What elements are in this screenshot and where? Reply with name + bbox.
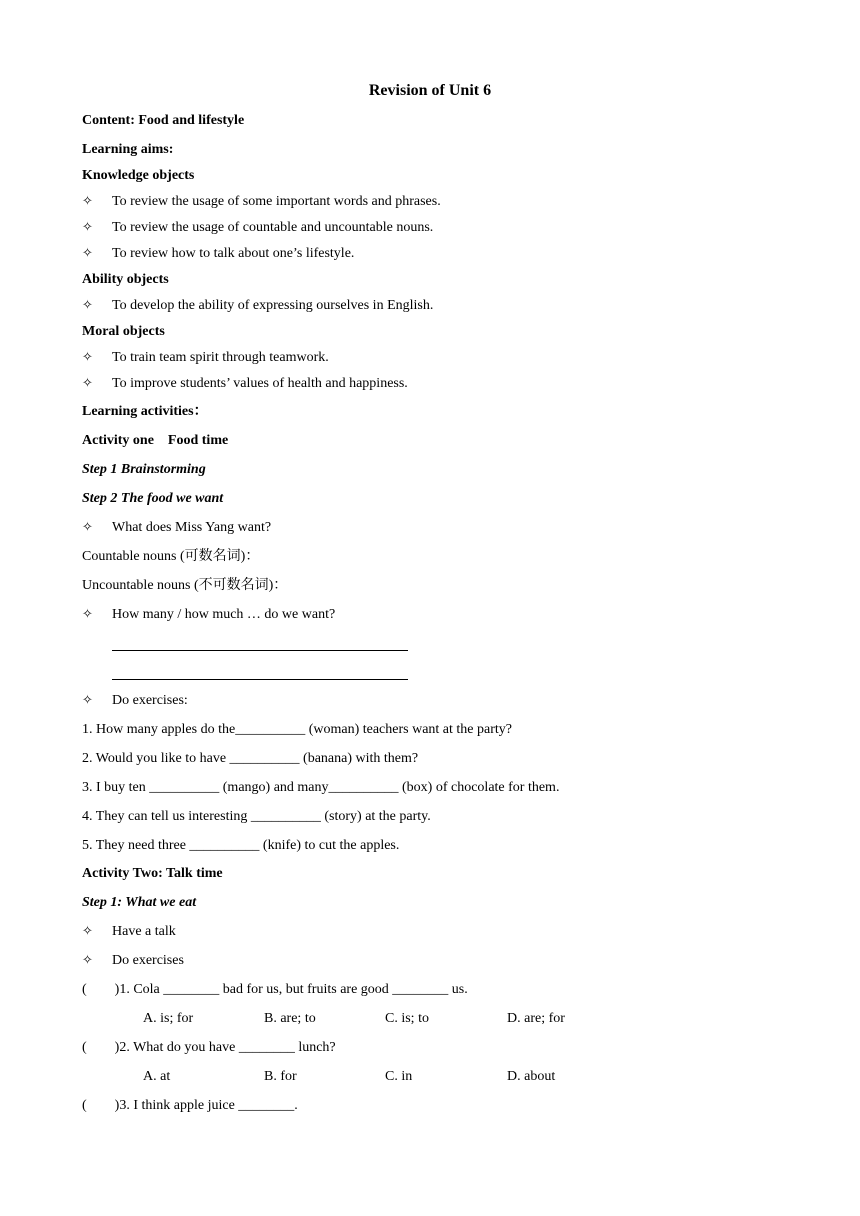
have-talk-label: Have a talk bbox=[112, 924, 176, 939]
document-title: Revision of Unit 6 bbox=[368, 82, 492, 99]
mc-question: ( )2. What do you have ________ lunch? bbox=[82, 1040, 336, 1055]
bullet-icon: ✧ bbox=[82, 607, 93, 622]
do-exercises-label: Do exercises: bbox=[112, 693, 188, 708]
bullet-icon: ✧ bbox=[82, 520, 93, 535]
exercise-item: 4. They can tell us interesting __________ (story) at the party. bbox=[82, 809, 431, 824]
do-exercises-label-2: Do exercises bbox=[112, 953, 184, 968]
mc-option: B. for bbox=[264, 1069, 297, 1084]
mc-question: ( )3. I think apple juice ________. bbox=[82, 1098, 298, 1113]
step1-heading: Step 1 Brainstorming bbox=[82, 462, 206, 477]
learning-activities-heading: Learning activities： bbox=[82, 404, 208, 419]
bullet-icon: ✧ bbox=[82, 194, 93, 209]
bullet-icon: ✧ bbox=[82, 246, 93, 261]
mc-option: D. are; for bbox=[507, 1011, 565, 1026]
knowledge-item: To review the usage of some important words and phrases. bbox=[112, 194, 441, 209]
exercise-item: 1. How many apples do the__________ (woman) teachers want at the party? bbox=[82, 722, 512, 737]
uncountable-nouns-label: Uncountable nouns (不可数名词)： bbox=[82, 578, 288, 593]
bullet-icon: ✧ bbox=[82, 376, 93, 391]
activity-two-heading: Activity Two: Talk time bbox=[82, 866, 223, 881]
question-miss-yang: What does Miss Yang want? bbox=[112, 520, 272, 535]
bullet-icon: ✧ bbox=[82, 693, 93, 708]
mc-option: C. is; to bbox=[385, 1011, 429, 1026]
mc-option: A. is; for bbox=[143, 1011, 194, 1026]
mc-option: A. at bbox=[143, 1069, 171, 1084]
step1-two-heading: Step 1: What we eat bbox=[82, 895, 197, 910]
knowledge-item: To review how to talk about one’s lifestyle. bbox=[112, 246, 355, 261]
exercise-item: 5. They need three __________ (knife) to cut the apples. bbox=[82, 838, 400, 853]
bullet-icon: ✧ bbox=[82, 350, 93, 365]
exercise-item: 2. Would you like to have __________ (banana) with them? bbox=[82, 751, 419, 766]
mc-option: D. about bbox=[507, 1069, 556, 1084]
ability-item: To develop the ability of expressing ourselves in English. bbox=[112, 298, 434, 313]
question-how-many: How many / how much … do we want? bbox=[112, 607, 336, 622]
moral-item: To train team spirit through teamwork. bbox=[112, 350, 329, 365]
bullet-icon: ✧ bbox=[82, 298, 93, 313]
bullet-icon: ✧ bbox=[82, 220, 93, 235]
knowledge-item: To review the usage of countable and uncountable nouns. bbox=[112, 220, 434, 235]
exercise-item: 3. I buy ten __________ (mango) and many__________ (box) of chocolate for them. bbox=[82, 780, 560, 795]
ability-heading: Ability objects bbox=[82, 272, 169, 287]
activity-one-heading: Activity one Food time bbox=[82, 433, 229, 448]
answer-line bbox=[112, 650, 408, 651]
answer-line bbox=[112, 679, 408, 680]
moral-item: To improve students’ values of health and happiness. bbox=[112, 376, 408, 391]
mc-question: ( )1. Cola ________ bad for us, but fruits are good ________ us. bbox=[82, 982, 468, 997]
bullet-icon: ✧ bbox=[82, 924, 93, 939]
mc-option: B. are; to bbox=[264, 1011, 316, 1026]
content-line: Content: Food and lifestyle bbox=[82, 113, 245, 128]
learning-aims-heading: Learning aims: bbox=[82, 142, 174, 157]
moral-heading: Moral objects bbox=[82, 324, 165, 339]
bullet-icon: ✧ bbox=[82, 953, 93, 968]
step2-heading: Step 2 The food we want bbox=[82, 491, 224, 506]
countable-nouns-label: Countable nouns (可数名词)： bbox=[82, 549, 260, 564]
knowledge-heading: Knowledge objects bbox=[82, 168, 195, 183]
mc-option: C. in bbox=[385, 1069, 413, 1084]
